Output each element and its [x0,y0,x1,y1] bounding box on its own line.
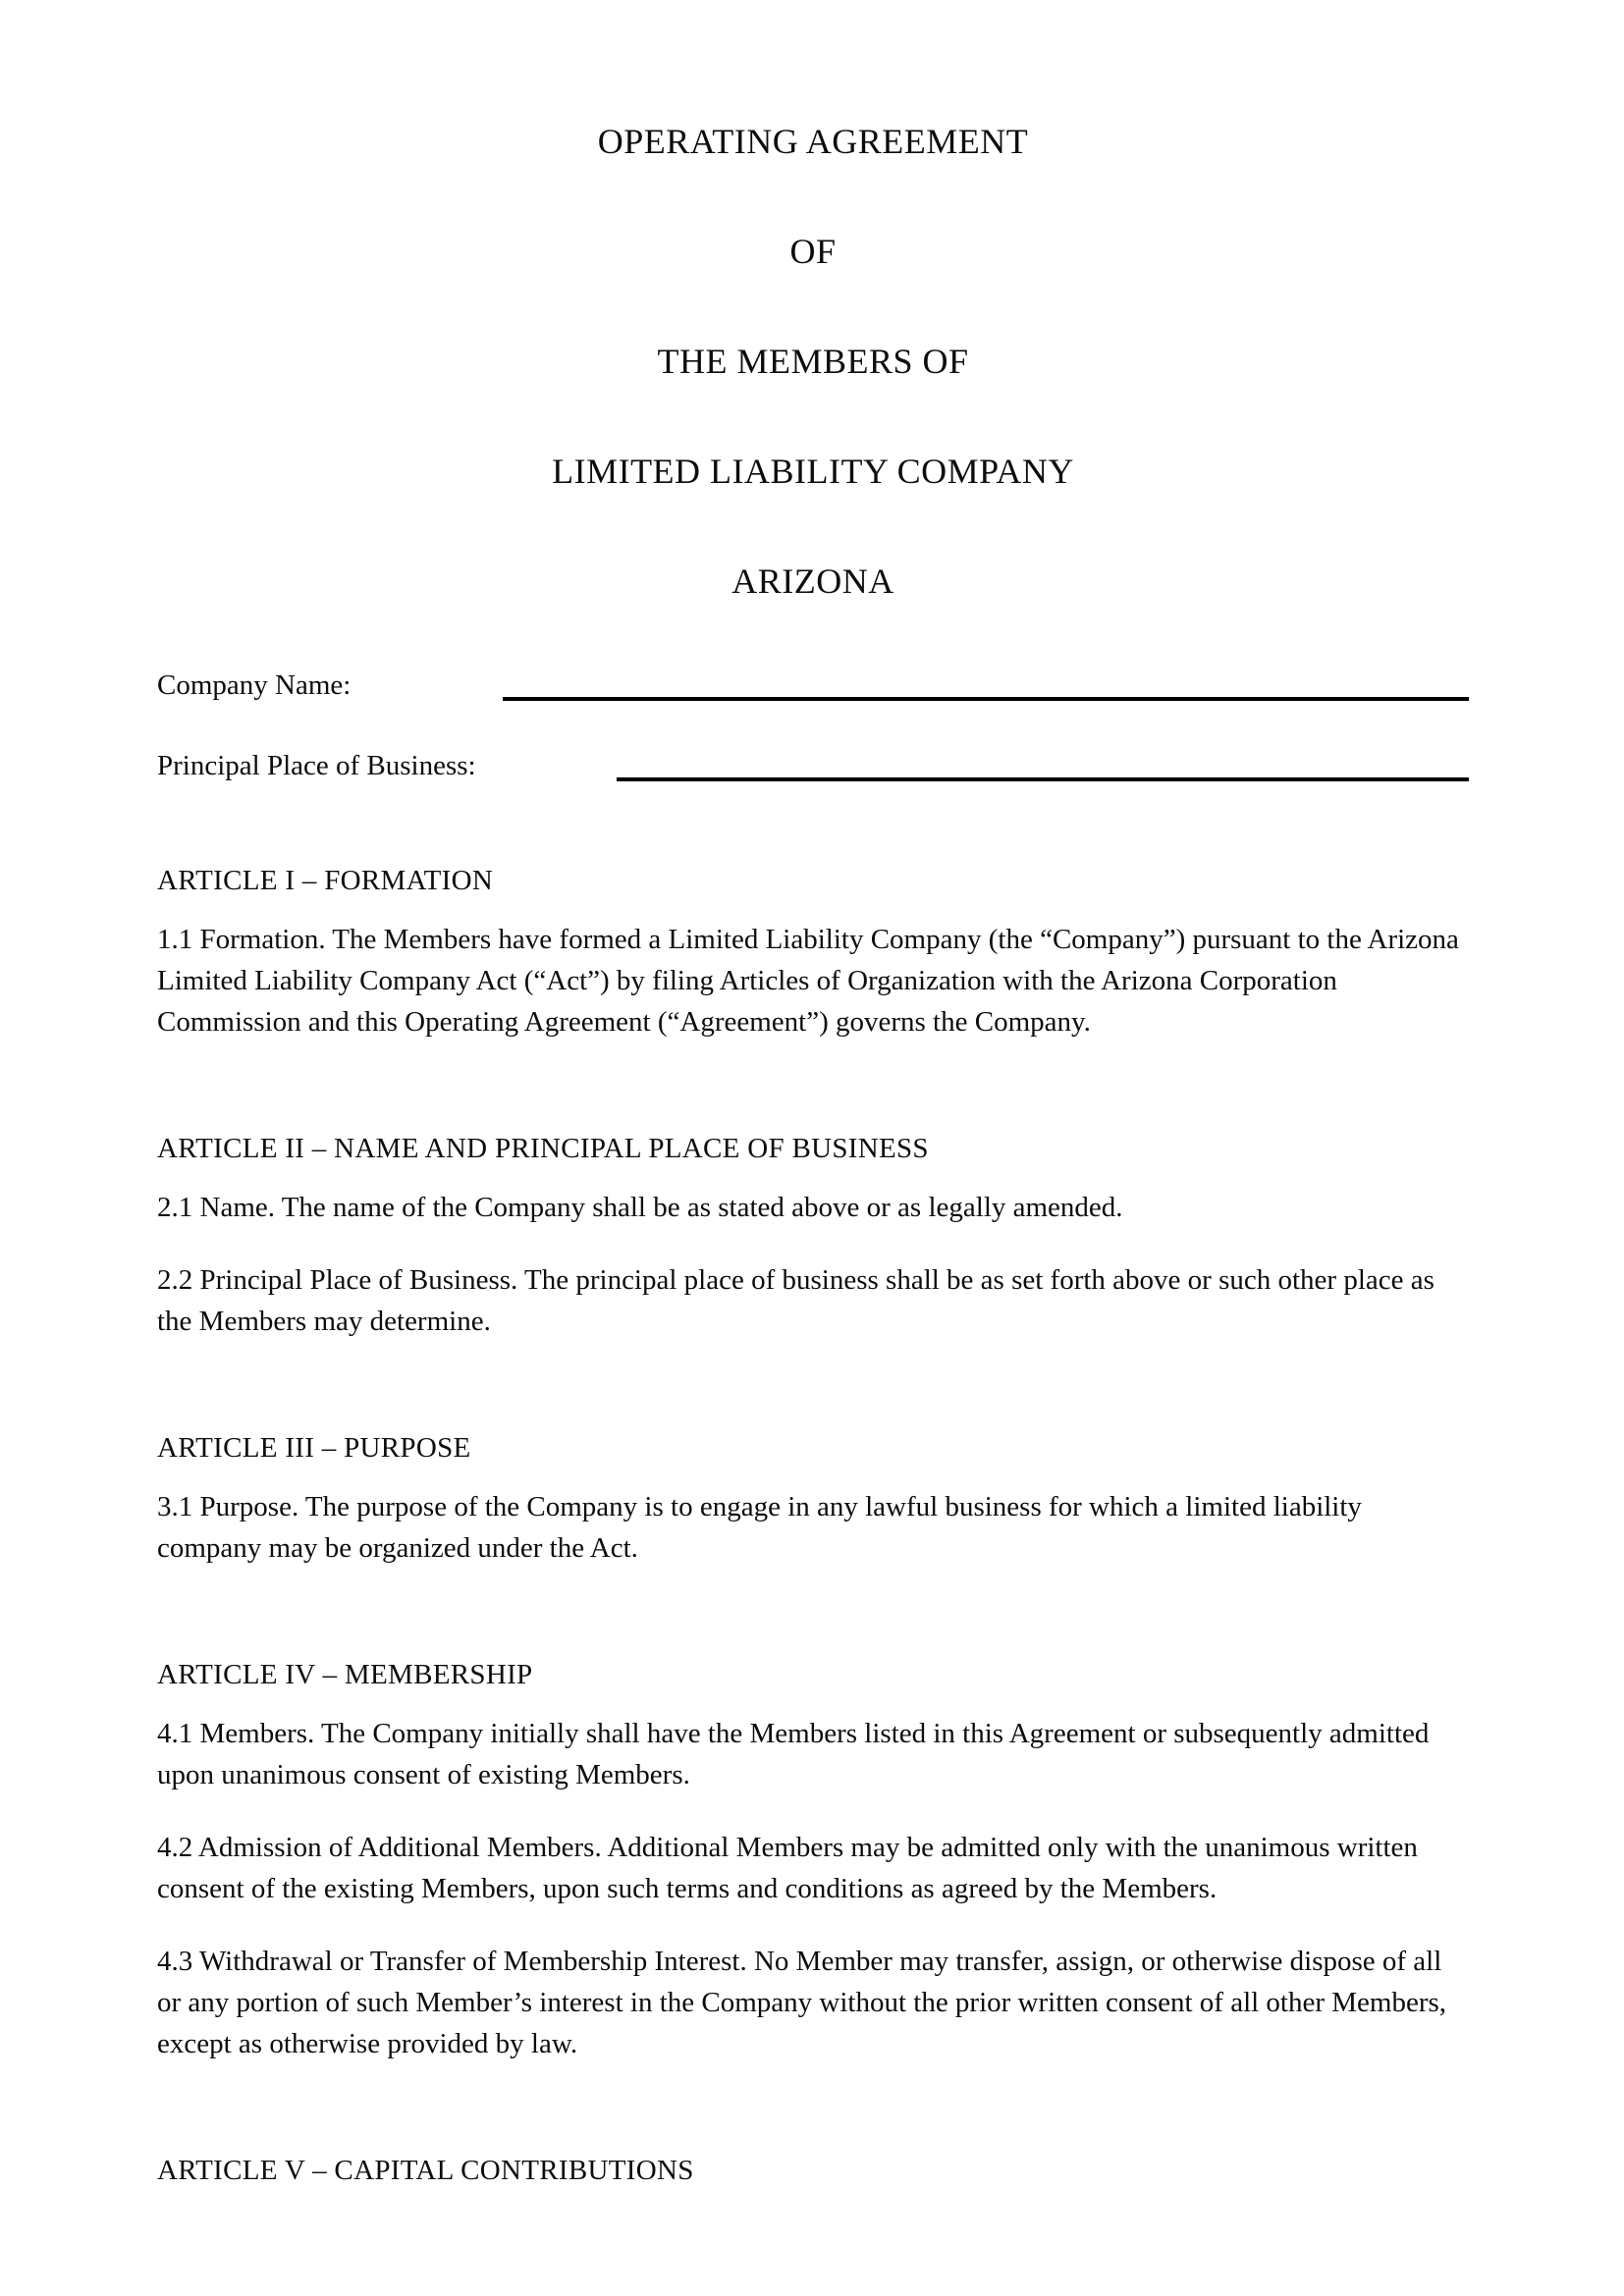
company-name-blank-line[interactable] [503,665,1469,701]
article-4-heading: ARTICLE IV – MEMBERSHIP [157,1659,533,1690]
title-line-arizona: ARIZONA [731,561,894,601]
paragraph-4-2: 4.2 Admission of Additional Members. Additional Members may be admitted only with the unanimous written consent of the existing Members, upon such terms and conditions as agreed by the Members. [157,1832,1418,1904]
section-article-1 [157,860,1469,1042]
article-5-heading: ARTICLE V – CAPITAL CONTRIBUTIONS [157,2155,694,2186]
article-2-heading: ARTICLE II – NAME AND PRINCIPAL PLACE OF BUSINESS [157,1133,929,1164]
paragraph-4-1: 4.1 Members. The Company initially shall have the Members listed in this Agreement or subsequently admitted upon unanimous consent of existing Members. [157,1718,1430,1790]
article-3-heading: ARTICLE III – PURPOSE [157,1432,471,1464]
section-article-3 [157,1427,1469,1569]
principal-place-blank-line[interactable] [617,745,1469,781]
title-line-of: OF [789,232,837,271]
company-name-field-row [157,665,1469,706]
section-article-2 [157,1128,1469,1342]
document-body [157,860,1469,2191]
article-1-heading: ARTICLE I – FORMATION [157,865,494,896]
paragraph-2-1: 2.1 Name. The name of the Company shall be as stated above or as legally amended. [157,1192,1123,1223]
paragraph-4-3: 4.3 Withdrawal or Transfer of Membership Interest. No Member may transfer, assign, or otherwise dispose of all or any portion of such Member’s interest in the Company without the prior written consent of all other Members, except as otherwise provided by law. [157,1946,1447,2059]
principal-place-field-row [157,745,1469,786]
section-article-4 [157,1654,1469,2064]
principal-place-label: Principal Place of Business: [157,750,476,781]
paragraph-3-1: 3.1 Purpose. The purpose of the Company is to engage in any lawful business for which a limited liability company may be organized under the Act. [157,1491,1362,1564]
paragraph-1-1: 1.1 Formation. The Members have formed a Limited Liability Company (the “Company”) pursuant to the Arizona Limited Liability Company Act (“Act”) by filing Articles of Organization with the Arizona Corporation Commission and this Operating Agreement (“Agreement”) governs the Company. [157,924,1459,1038]
title-line-the-members-of: THE MEMBERS OF [657,342,969,381]
paragraph-2-2: 2.2 Principal Place of Business. The principal place of business shall be as set forth above or such other place as the Members may determine. [157,1264,1435,1337]
title-line-limited-liability-company: LIMITED LIABILITY COMPANY [552,452,1074,491]
section-article-5 [157,2150,1469,2191]
fill-in-fields [157,665,1469,786]
company-name-label: Company Name: [157,669,352,701]
document-title-block [157,121,1469,602]
title-line-operating-agreement: OPERATING AGREEMENT [597,122,1029,161]
